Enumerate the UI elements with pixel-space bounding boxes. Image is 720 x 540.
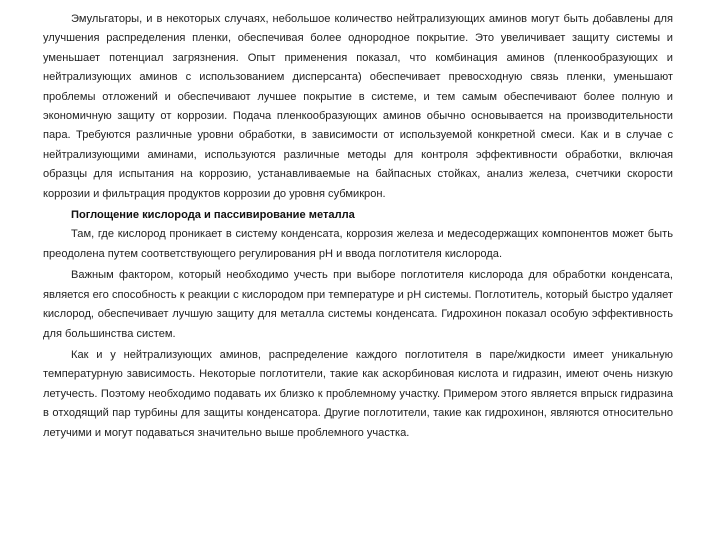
document-page — [43, 10, 673, 445]
paragraph-oxygen-penetration: Там, где кислород проникает в систему конденсата, коррозия железа и медесодержащих компонентов может быть преодолена путем соответствующего регулирования pH и ввода поглотителя кислорода. — [43, 228, 673, 260]
paragraph-scavenger-distribution: Как и у нейтрализующих аминов, распределение каждого поглотителя в паре/жидкости имеет уникальную температурную зависимость. Некоторые поглотители, такие как аскорбиновая кислота и гидразин, имеют очень низкую летучесть. Поэтому необходимо подавать их близко к проблемному участку. Примером этого является впрыск гидразина в отходящий пар турбины для защиты конденсатора. Другие поглотители, такие как гидрохинон, являются относительно летучими и могут подаваться значительно выше проблемного участка. — [43, 348, 673, 439]
paragraph-scavenger-choice: Важным фактором, который необходимо учесть при выборе поглотителя кислорода для обработки конденсата, является его способность к реакции с кислородом при температуре и pH системы. Поглотитель, который быстро удаляет кислород, обеспечивает лучшую защиту для металла системы конденсата. Гидрохинон показал особую эффективность для большинства систем. — [43, 269, 673, 340]
section-heading: Поглощение кислорода и пассивирование металла — [71, 209, 355, 222]
paragraph-emulsifiers: Эмульгаторы, и в некоторых случаях, небольшое количество нейтрализующих аминов могут быть добавлены для улучшения распределения пленки, обеспечивая более однородное покрытие. Это увеличивает защиту системы и уменьшает потенциал загрязнения. Опыт применения показал, что комбинация аминов (пленкообразующих и нейтрализующих аминов с использованием дисперсанта) обеспечивает превосходную связь пленки, уменьшают проблемы отложений и обеспечивают лучшее покрытие в системе, и тем самым обеспечивают более полную и экономичную защиту от коррозии. Подача пленкообразующих аминов обычно основывается на производительности пара. Требуются различные уровни обработки, в зависимости от используемой конкретной смеси. Как и в случае с нейтрализующими аминами, используются различные методы для контроля эффективности обработки, включая образцы для испытания на коррозию, устанавливаемые на байпасных стойках, анализ железа, счетчики скорости коррозии и фильтрация продуктов коррозии до уровня субмикрон. — [43, 13, 673, 200]
